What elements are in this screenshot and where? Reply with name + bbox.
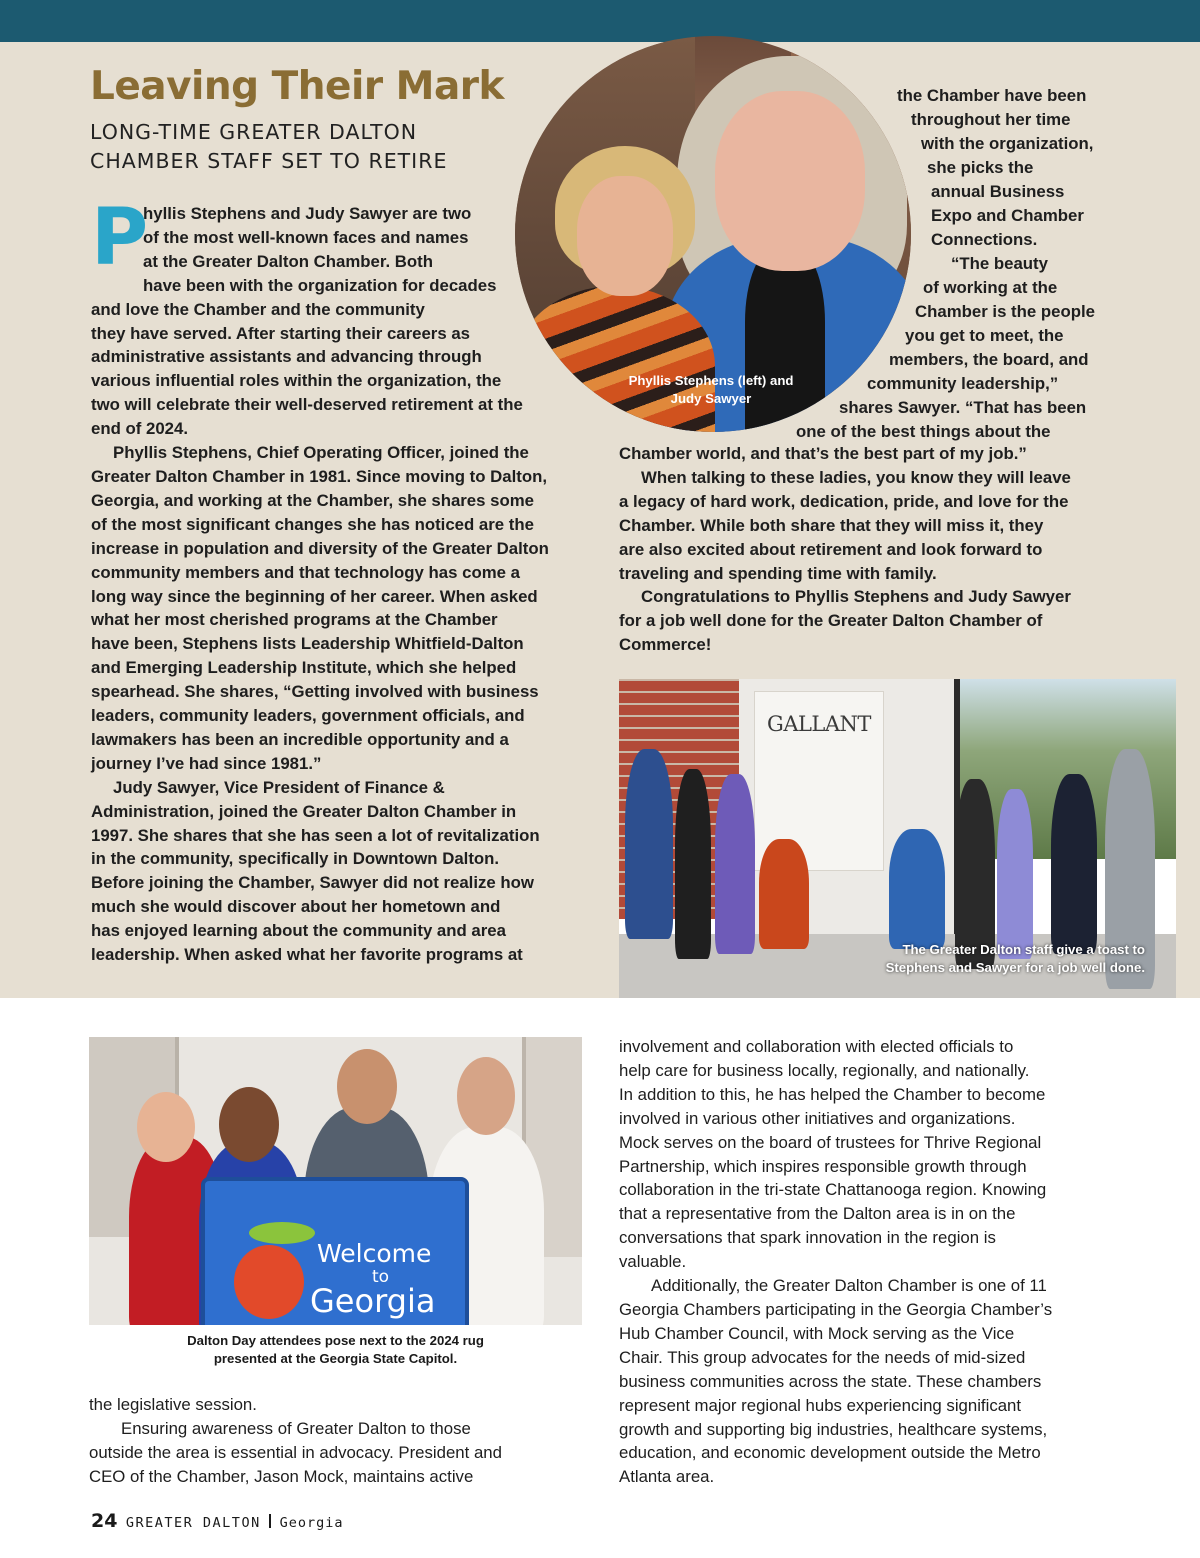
text-line: much she would discover about her hometown and bbox=[91, 897, 501, 917]
text-line: has enjoyed learning about the community and area bbox=[91, 921, 506, 941]
person-figure bbox=[715, 774, 755, 954]
caption-line: presented at the Georgia State Capitol. bbox=[213, 1351, 458, 1366]
text-line: Greater Dalton Chamber in 1981. Since moving to Dalton, bbox=[91, 466, 547, 486]
text-line: hyllis Stephens and Judy Sawyer are two bbox=[143, 204, 472, 223]
text-line: have been with the organization for decades bbox=[143, 275, 497, 295]
text-line: involved in various other initiatives and organizations. bbox=[619, 1108, 1016, 1128]
text-line: traveling and spending time with family. bbox=[619, 563, 937, 583]
text-line: outside the area is essential in advocacy. President and bbox=[89, 1442, 502, 1462]
text-line: growth and supporting big industries, healthcare systems, bbox=[619, 1419, 1048, 1439]
text-line: Phyllis Stephens, Chief Operating Officer, joined the bbox=[113, 443, 529, 463]
person-face bbox=[337, 1049, 397, 1124]
person-face bbox=[457, 1057, 515, 1135]
text-line: Congratulations to Phyllis Stephens and Judy Sawyer bbox=[641, 587, 1071, 607]
text-line: Administration, joined the Greater Dalton Chamber in bbox=[91, 801, 517, 821]
text-line: increase in population and diversity of the Greater Dalton bbox=[91, 538, 549, 558]
person-figure bbox=[1051, 774, 1097, 954]
peach-icon bbox=[234, 1245, 304, 1319]
text-line: journey I’ve had since 1981.” bbox=[91, 753, 322, 773]
caption-line: Dalton Day attendees pose next to the 2024 rug bbox=[187, 1333, 484, 1348]
article-subtitle bbox=[90, 118, 510, 176]
text-line: Georgia, and working at the Chamber, she shares some bbox=[91, 490, 534, 510]
person-face bbox=[577, 176, 673, 296]
text-line: community leadership,” bbox=[867, 374, 1059, 393]
text-line: “The beauty bbox=[951, 254, 1048, 273]
text-line: Commerce! bbox=[619, 635, 712, 655]
subtitle-line: LONG-TIME GREATER DALTON bbox=[90, 120, 418, 144]
caption-line: Judy Sawyer bbox=[670, 391, 752, 406]
text-line: Chamber. While both share that they will miss it, they bbox=[619, 515, 1044, 535]
text-line: you get to meet, the bbox=[905, 326, 1064, 345]
text-line: Georgia Chambers participating in the Georgia Chamber’s bbox=[619, 1299, 1053, 1319]
footer-divider bbox=[269, 1514, 271, 1528]
text-line: the Chamber have been bbox=[897, 86, 1087, 105]
text-line: shares Sawyer. “That has been bbox=[839, 398, 1087, 417]
text-line: valuable. bbox=[619, 1252, 687, 1272]
rug-text-to: to bbox=[372, 1267, 390, 1287]
text-line: that a representative from the Dalton area is in on the bbox=[619, 1204, 1016, 1224]
text-line: Judy Sawyer, Vice President of Finance & bbox=[113, 777, 445, 797]
page-footer bbox=[91, 1510, 344, 1532]
text-line: throughout her time bbox=[911, 110, 1071, 129]
text-line: Additionally, the Greater Dalton Chamber is one of 11 bbox=[651, 1276, 1047, 1296]
text-line: Hub Chamber Council, with Mock serving as the Vice bbox=[619, 1323, 1015, 1343]
rug-text-welcome: Welcome bbox=[317, 1239, 432, 1268]
text-line: CEO of the Chamber, Jason Mock, maintains active bbox=[89, 1466, 474, 1486]
text-line: at the Greater Dalton Chamber. Both bbox=[143, 251, 433, 271]
text-line: for a job well done for the Greater Dalton Chamber of bbox=[619, 611, 1043, 631]
article-title: Leaving Their Mark bbox=[90, 64, 504, 109]
text-line: the legislative session. bbox=[89, 1395, 257, 1414]
georgia-rug-photo bbox=[89, 1037, 582, 1325]
text-line: Mock serves on the board of trustees for Thrive Regional bbox=[619, 1132, 1042, 1152]
gallant-sign-text: GALLANT bbox=[767, 712, 871, 736]
page-number: 24 bbox=[91, 1510, 118, 1532]
text-line: have been, Stephens lists Leadership Whitfield-Dalton bbox=[91, 634, 524, 654]
text-line: 1997. She shares that she has seen a lot of revitalization bbox=[91, 825, 540, 845]
staff-photo-caption bbox=[845, 941, 1145, 977]
text-line: of the most well-known faces and names bbox=[143, 227, 469, 247]
caption-line: Phyllis Stephens (left) and bbox=[628, 373, 794, 388]
text-line: Chair. This group advocates for the needs of mid-sized bbox=[619, 1347, 1026, 1367]
text-line: leadership. When asked what her favorite programs at bbox=[91, 945, 523, 965]
text-line: represent major regional hubs experiencing significant bbox=[619, 1395, 1022, 1415]
text-line: In addition to this, he has helped the Chamber to become bbox=[619, 1084, 1046, 1104]
text-line: Chamber is the people bbox=[915, 302, 1095, 321]
person-figure bbox=[625, 749, 673, 939]
text-line: Expo and Chamber bbox=[931, 206, 1084, 225]
peach-leaf-icon bbox=[249, 1222, 315, 1244]
text-line: education, and economic development outside the Metro bbox=[619, 1443, 1041, 1463]
text-line: Atlanta area. bbox=[619, 1467, 715, 1487]
rug-photo-caption bbox=[89, 1332, 582, 1368]
subtitle-line: CHAMBER STAFF SET TO RETIRE bbox=[90, 149, 448, 173]
text-line: administrative assistants and advancing through bbox=[91, 347, 482, 367]
text-line: end of 2024. bbox=[91, 419, 188, 439]
caption-line: Stephens and Sawyer for a job well done. bbox=[885, 960, 1145, 975]
continuation-left-column bbox=[89, 1393, 589, 1489]
magazine-name: GREATER DALTON bbox=[125, 1515, 261, 1531]
text-line: Before joining the Chamber, Sawyer did not realize how bbox=[91, 873, 534, 893]
drop-cap: P bbox=[91, 193, 149, 283]
text-line: of the most significant changes she has noticed are the bbox=[91, 514, 534, 534]
text-line: Partnership, which inspires responsible growth through bbox=[619, 1156, 1027, 1176]
person-face bbox=[137, 1092, 195, 1162]
text-line: she picks the bbox=[927, 158, 1034, 177]
text-line: When talking to these ladies, you know they will leave bbox=[641, 467, 1071, 487]
article-right-column bbox=[619, 442, 1139, 657]
text-line: and love the Chamber and the community bbox=[91, 299, 425, 319]
continuation-right-column bbox=[619, 1035, 1139, 1489]
text-line: and Emerging Leadership Institute, which she helped bbox=[91, 658, 517, 678]
person-figure bbox=[675, 769, 711, 959]
text-line: collaboration in the tri-state Chattanooga region. Knowing bbox=[619, 1180, 1047, 1200]
rug-text-georgia: Georgia bbox=[310, 1282, 436, 1320]
text-line: involvement and collaboration with elected officials to bbox=[619, 1037, 1014, 1056]
text-line: what her most cherished programs at the Chamber bbox=[91, 610, 498, 630]
text-line: a legacy of hard work, dedication, pride, and love for the bbox=[619, 491, 1069, 511]
person-face bbox=[715, 91, 865, 271]
text-line: in the community, specifically in Downtown Dalton. bbox=[91, 849, 500, 869]
text-line: lawmakers has been an incredible opportunity and a bbox=[91, 729, 509, 749]
text-line: help care for business locally, regionally, and nationally. bbox=[619, 1060, 1030, 1080]
text-line: Ensuring awareness of Greater Dalton to those bbox=[121, 1418, 471, 1438]
magazine-state: Georgia bbox=[279, 1515, 344, 1531]
text-line: Connections. bbox=[931, 230, 1038, 249]
text-line: with the organization, bbox=[921, 134, 1094, 153]
text-line: conversations that spark innovation in the region is bbox=[619, 1228, 996, 1248]
text-line: one of the best things about the bbox=[796, 422, 1051, 441]
person-figure bbox=[759, 839, 809, 949]
text-line: spearhead. She shares, “Getting involved with business bbox=[91, 682, 539, 702]
text-line: of working at the bbox=[923, 278, 1058, 297]
text-line: are also excited about retirement and look forward to bbox=[619, 539, 1043, 559]
person-figure bbox=[997, 789, 1033, 959]
text-line: business communities across the state. These chambers bbox=[619, 1371, 1042, 1391]
person-face bbox=[219, 1087, 279, 1162]
text-line: long way since the beginning of her career. When asked bbox=[91, 586, 538, 606]
article-left-column bbox=[91, 193, 591, 967]
text-line: leaders, community leaders, government officials, and bbox=[91, 706, 525, 726]
portrait-caption bbox=[606, 372, 816, 408]
text-line: community members and that technology has come a bbox=[91, 562, 520, 582]
text-line: various influential roles within the organization, the bbox=[91, 371, 502, 391]
caption-line: The Greater Dalton staff give a toast to bbox=[902, 942, 1145, 957]
text-line: annual Business bbox=[931, 182, 1065, 201]
text-line: two will celebrate their well-deserved retirement at the bbox=[91, 395, 523, 415]
text-line: Chamber world, and that’s the best part of my job.” bbox=[619, 444, 1027, 463]
person-figure bbox=[889, 829, 945, 949]
text-line: members, the board, and bbox=[889, 350, 1089, 369]
text-line: they have served. After starting their careers as bbox=[91, 323, 470, 343]
